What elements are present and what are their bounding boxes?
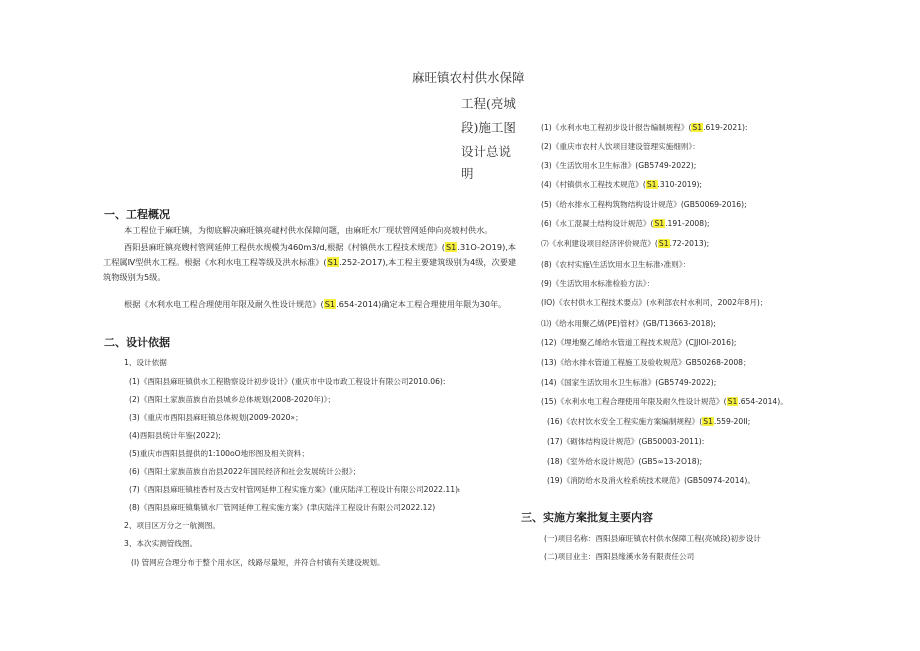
approval-item: (二)项目业主：酉阳县缘溪水务有限责任公司: [544, 552, 695, 561]
highlight-mark: S1: [703, 417, 713, 426]
section1-para-2-text-c: .252-2O17),本工程主要建筑级别为4级，次要建筑物级别为5级。: [103, 257, 517, 282]
basis-item: (3)《重庆市酉阳县麻旺镇总体规划(2009-2020»；: [129, 413, 303, 422]
highlight-mark: S1: [658, 239, 669, 248]
title-line-3: 段)施工图: [461, 120, 516, 135]
standard-item: (9)《生活饮用水标准检验方法》：: [541, 279, 655, 288]
section1-para-3: [124, 297, 506, 312]
standard-item: (17)《砌体结构设计规范》(GB50003-2011):: [547, 437, 705, 446]
standard-item: (16)《农村饮水安全工程实施方案编制规程》(S1.559-20II;: [547, 417, 751, 426]
standard-item: (4)《村镇供水工程技术规范》(S1.310-2019);: [541, 180, 702, 189]
basis-item: 3、本次实测管线图。: [124, 539, 198, 548]
highlight-mark: S1: [727, 397, 738, 406]
approval-item: (一)项目名称：酉阳县麻旺镇农村供水保障工程(亮城段)初步设计: [544, 534, 761, 543]
title-line-1: 麻旺镇农村供水保障: [412, 70, 525, 85]
highlight-mark: S1: [646, 180, 657, 189]
standard-item: (12)《埋地聚乙烯给水管道工程技术规范》(CJJIOI-2016);: [541, 338, 737, 347]
basis-item: (I) 管网应合理分布于整个用水区，线路尽量短，并符合村镇有关建设规划。: [131, 558, 385, 567]
title-line-5: 明: [461, 166, 474, 181]
basis-item: (6)《酉阳土家族苗族自治县2022年国民经济和社会发展统计公报》；: [129, 467, 361, 476]
basis-item: (7)《酉阳县麻旺镇桂香村及古安村管网延伸工程实施方案》(重庆陆洋工程设计有限公司2022.11)ₜ: [129, 485, 461, 494]
basis-item: (8)《酉阳县麻旺镇集镇水厂管网延伸工程实施方案》(聿庆陆洋工程设计有限公司2022.12): [129, 503, 436, 512]
standard-item: (5)《给水排水工程构筑物结构设计规范》(GB50069-2016);: [541, 200, 747, 209]
basis-item: 1、设计依据: [124, 358, 167, 367]
standard-item: (2)《重庆市农村人饮项目建设管理实施细则》：: [541, 142, 700, 151]
basis-item: (2)《酉阳土家族苗族自治县城乡总体规划(2008-2020年)》；: [129, 395, 336, 404]
standard-item: ⑺《水利建设项目经济评价规范》(S1.72-2013);: [541, 239, 710, 248]
section1-para-3-text-b: .654-2014)确定本工程合理使用年限为30年。: [336, 299, 507, 309]
standard-item: (8)《农村实施\生活饮用水卫生标准›准则》：: [541, 260, 691, 269]
highlight-mark: S1: [445, 242, 457, 252]
basis-item: 2、项目区万分之一航测图。: [124, 521, 220, 530]
highlight-mark: S1: [327, 257, 339, 267]
section1-para-3-text-a: 根据《水利水电工程合理使用年限及耐久性设计规范》(: [124, 299, 324, 309]
standard-item: (13)《给水排水管道工程施工及验收规范》GB50268-2008；: [541, 358, 751, 367]
section1-para-2-text-a: 酉阳县麻旺镇亮嫂村管网延伸工程供水规模为460m3/d,根据《村镇供水工程技术规范》(: [124, 242, 445, 252]
section1-para-2: [103, 240, 518, 285]
section1-para-1: 本工程位于麻旺镇，为彻底解决麻旺镇亮叇村供水保障问题，由麻旺水厂现状管网延伸向亮坡村供水。: [124, 225, 493, 235]
basis-item: (5)重庆市酉阳县提供的1:100oO地形图及相关资料；: [129, 449, 309, 458]
standard-item: ⑴)《给水用聚乙烯(PE)管材》(GB/T13663-2018);: [541, 319, 716, 328]
basis-item: (1)《酉阳县麻旺镇供水工程勘察设计初步设计》(重庆市中设市政工程设计有限公司2010.06):: [129, 377, 446, 386]
section1-para-2-text-b: .31O-2O19),本工程属Ⅳ型供水工程。根据《水利水电工程等级及洪水标准》(: [103, 242, 517, 267]
standard-item: (1)《水利水电工程初步设计报告编制规程》(S1.619-2021):: [541, 123, 748, 132]
standard-item: (6)《水工混凝土结构设计规范》(S1.191-2008);: [541, 219, 710, 228]
title-line-2: 工程(亮城: [461, 96, 516, 111]
highlight-mark: S1: [324, 299, 336, 309]
title-line-4: 设计总说: [461, 144, 512, 159]
standard-item: (19)《消防给水及消火栓系统技术规范》(GB50974-2014)。: [547, 476, 755, 485]
basis-item: (4)酉阳县统计年鉴(2022);: [129, 431, 221, 440]
standard-item: (15)《水利水电工程合理使用年限及耐久性设计规范》(S1.654-2014)。: [541, 397, 788, 406]
section3-heading: 三、实施方案批复主要内容: [521, 511, 653, 524]
standard-item: (IO)《农村供水工程技术要点》(水利部农村水利司，2002年8月)；: [541, 298, 768, 307]
standard-item: (14)《国家生活饮用水卫生标准》(GB5749-2022);: [541, 378, 717, 387]
standard-item: (18)《室外给水设计规范》(GB5∞13-2O18);: [547, 457, 703, 466]
section1-heading: 一、工程概况: [104, 208, 170, 221]
standard-item: (3)《生活饮用水卫生标准》(GB5749-2022);: [541, 161, 697, 170]
section2-heading: 二、设计依据: [104, 336, 170, 349]
highlight-mark: S1: [654, 219, 665, 228]
highlight-mark: S1: [692, 123, 703, 132]
